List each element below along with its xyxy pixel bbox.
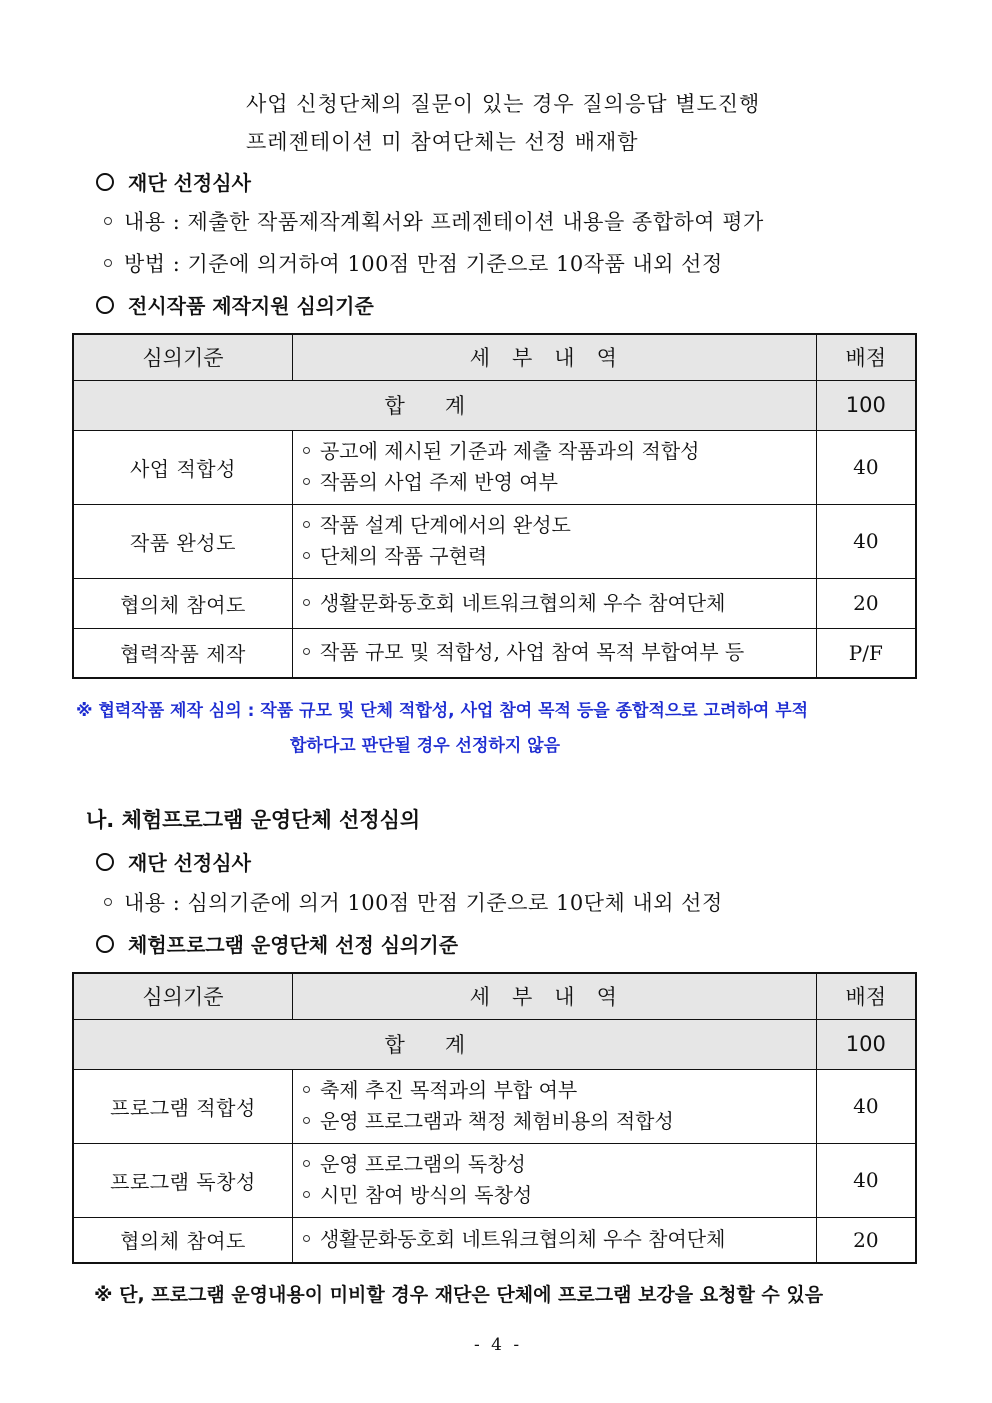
table-row [73,578,916,628]
header-score: 배점 [816,973,916,1019]
heading-foundation-screening-2 [96,847,251,876]
header-score: 배점 [816,334,916,380]
method-text: 방법 : 기준에 의거하여 100점 만점 기준으로 10작품 내외 선정 [124,252,723,276]
criterion-name: 프로그램 적합성 [73,1069,292,1143]
table-row [73,430,916,504]
table-row [73,1143,916,1217]
criterion-name: 협의체 참여도 [73,578,292,628]
criterion-name: 협의체 참여도 [73,1217,292,1263]
criterion-score: 40 [816,504,916,578]
detail-item: 축제 추진 목적과의 부합 여부 [303,1075,816,1106]
circle-bullet-icon [96,853,114,871]
criterion-details [292,430,816,504]
total-label: 합계 [73,380,816,430]
small-circle-icon [303,447,310,454]
heading-program-criteria [96,929,458,958]
heading-exhibit-criteria [96,290,374,319]
content-text: 내용 : 제출한 작품제작계획서와 프레젠테이션 내용을 종합하여 평가 [124,210,764,234]
criterion-name: 작품 완성도 [73,504,292,578]
content-line-2 [104,887,723,917]
criterion-details [292,1143,816,1217]
circle-bullet-icon [96,296,114,314]
detail-item: 생활문화동호회 네트워크협의체 우수 참여단체 [303,1224,816,1255]
section-title-program: 나. 체험프로그램 운영단체 선정심의 [86,808,421,832]
heading-text: 체험프로그램 운영단체 선정 심의기준 [128,933,459,957]
table-row [73,504,916,578]
criterion-details [292,1069,816,1143]
detail-item: 운영 프로그램과 책정 체험비용의 적합성 [303,1106,816,1137]
total-score: 100 [816,1019,916,1069]
detail-item: 시민 참여 방식의 독창성 [303,1180,816,1211]
criterion-score: 20 [816,578,916,628]
total-score: 100 [816,380,916,430]
small-circle-icon [303,648,310,655]
detail-item: 작품의 사업 주제 반영 여부 [303,467,816,498]
criterion-details [292,578,816,628]
heading-text: 전시작품 제작지원 심의기준 [128,294,374,318]
small-circle-icon [303,599,310,606]
total-label: 합계 [73,1019,816,1069]
exhibit-criteria-table [72,333,917,679]
content-text: 내용 : 심의기준에 의거 100점 만점 기준으로 10단체 내외 선정 [124,891,723,915]
heading-text: 재단 선정심사 [128,171,251,195]
method-line [104,248,723,278]
small-circle-icon [303,478,310,485]
table-row [73,628,916,678]
small-circle-icon [303,521,310,528]
small-circle-icon [104,898,112,906]
small-circle-icon [303,1160,310,1167]
note-collab-line-2: 합하다고 판단될 경우 선정하지 않음 [290,736,561,756]
header-details: 세부내역 [292,334,816,380]
detail-item: 생활문화동호회 네트워크협의체 우수 참여단체 [303,588,816,619]
small-circle-icon [303,1235,310,1242]
criterion-details [292,628,816,678]
detail-item: 단체의 작품 구현력 [303,541,816,572]
small-circle-icon [104,259,112,267]
note-program-supplement: ※ 단, 프로그램 운영내용이 미비할 경우 재단은 단체에 프로그램 보강을 요청할 수 있음 [94,1284,824,1306]
criterion-score: 40 [816,1069,916,1143]
intro-line-1: 사업 신청단체의 질문이 있는 경우 질의응답 별도진행 [246,92,761,116]
circle-bullet-icon [96,935,114,953]
criterion-score: 40 [816,1143,916,1217]
criterion-details [292,1217,816,1263]
small-circle-icon [303,1086,310,1093]
note-collab-line-1: ※ 협력작품 제작 심의 : 작품 규모 및 단체 적합성, 사업 참여 목적 등을 종합적으로 고려하여 부적 [76,701,809,721]
heading-foundation-screening [96,167,251,196]
criterion-score: 20 [816,1217,916,1263]
circle-bullet-icon [96,173,114,191]
detail-item: 작품 규모 및 적합성, 사업 참여 목적 부합여부 등 [303,637,816,668]
intro-line-2: 프레젠테이션 미 참여단체는 선정 배재함 [246,130,639,154]
program-criteria-table [72,972,917,1264]
small-circle-icon [303,1191,310,1198]
table-row [73,1069,916,1143]
header-criteria: 심의기준 [73,973,292,1019]
small-circle-icon [303,552,310,559]
criterion-name: 협력작품 제작 [73,628,292,678]
detail-item: 공고에 제시된 기준과 제출 작품과의 적합성 [303,436,816,467]
header-details: 세부내역 [292,973,816,1019]
table-row [73,1217,916,1263]
criterion-score: P/F [816,628,916,678]
small-circle-icon [104,217,112,225]
detail-item: 작품 설계 단계에서의 완성도 [303,510,816,541]
content-line [104,206,764,236]
detail-item: 운영 프로그램의 독창성 [303,1149,816,1180]
criterion-score: 40 [816,430,916,504]
small-circle-icon [303,1117,310,1124]
criterion-name: 사업 적합성 [73,430,292,504]
heading-text: 재단 선정심사 [128,851,251,875]
criterion-name: 프로그램 독창성 [73,1143,292,1217]
header-criteria: 심의기준 [73,334,292,380]
criterion-details [292,504,816,578]
page-number: - 4 - [474,1335,523,1355]
